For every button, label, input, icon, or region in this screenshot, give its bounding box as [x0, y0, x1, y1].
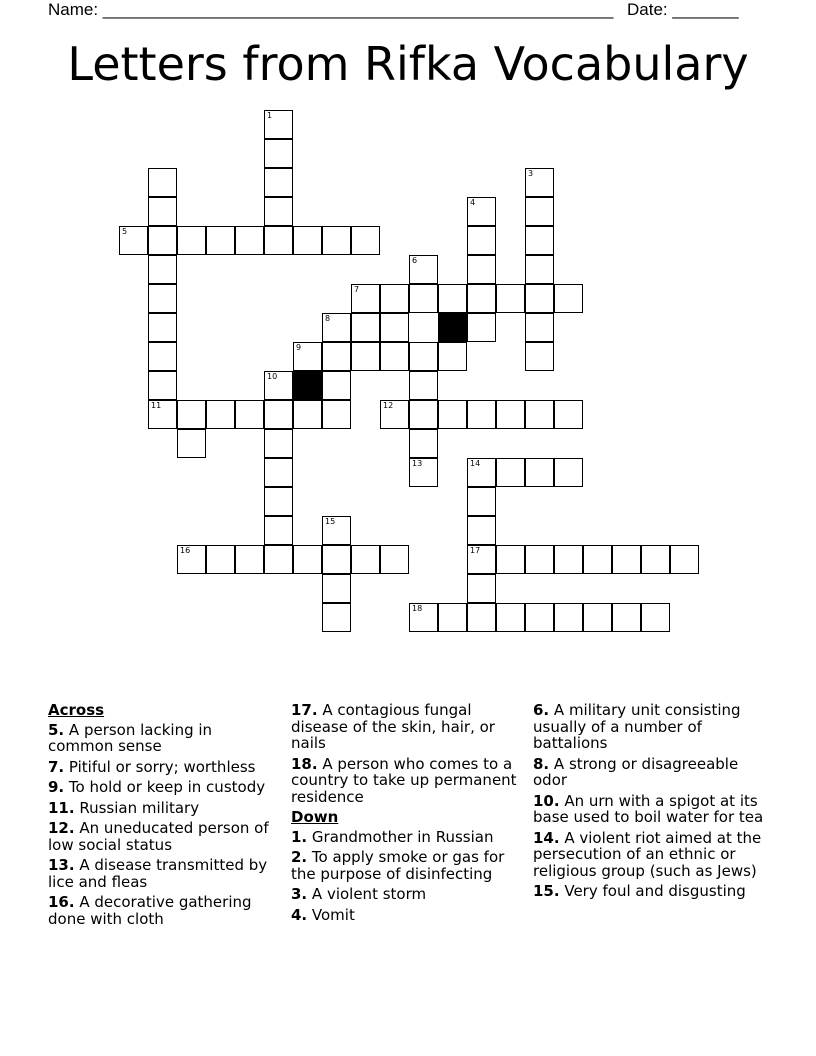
clue-item-text: A violent riot aimed at the persecution of an ethnic or religious group (such as Jews) [533, 828, 762, 880]
crossword-cell[interactable] [351, 313, 380, 342]
clue-item [48, 894, 278, 927]
clue-item [533, 756, 773, 789]
crossword-cell[interactable] [119, 226, 148, 255]
crossword-cell[interactable] [264, 110, 293, 139]
down-heading: Down [291, 808, 339, 826]
crossword-cell[interactable] [264, 168, 293, 197]
crossword-cell[interactable] [351, 545, 380, 574]
crossword-cell[interactable] [322, 574, 351, 603]
across-clue-list [48, 722, 278, 928]
crossword-cell[interactable] [351, 284, 380, 313]
clue-item-text: To apply smoke or gas for the purpose of disinfecting [291, 848, 505, 883]
crossword-cell[interactable] [641, 545, 670, 574]
crossword-cell[interactable] [525, 342, 554, 371]
clue-item-number: 18. [291, 754, 318, 773]
clue-item-text: Very foul and disgusting [559, 882, 746, 900]
clue-item-text: Russian military [74, 798, 200, 817]
crossword-cell[interactable] [264, 400, 293, 429]
crossword-cell[interactable] [148, 284, 177, 313]
clue-number: 11 [151, 401, 162, 410]
clue-item-number: 13. [48, 856, 75, 874]
clue-item [533, 883, 773, 900]
crossword-cell[interactable] [409, 342, 438, 371]
clue-number: 4 [470, 198, 476, 207]
name-field: Name: ______________________________________________________ [48, 0, 614, 19]
clue-item-text: A strong or disagreeable odor [533, 754, 739, 789]
clue-item-text: To hold or keep in custody [64, 778, 266, 796]
clue-item [48, 779, 278, 796]
crossword-cell[interactable] [177, 400, 206, 429]
clue-item [291, 907, 521, 924]
crossword-cell[interactable] [467, 197, 496, 226]
clue-number: 9 [296, 343, 302, 352]
crossword-cell[interactable] [264, 516, 293, 545]
crossword-cell[interactable] [148, 313, 177, 342]
crossword-cell[interactable] [554, 545, 583, 574]
crossword-cell[interactable] [380, 400, 409, 429]
crossword-cell[interactable] [467, 458, 496, 487]
crossword-cell[interactable] [264, 197, 293, 226]
clue-item [533, 793, 773, 826]
crossword-cell[interactable] [322, 603, 351, 632]
clue-item-text: A person lacking in common sense [48, 720, 213, 755]
crossword-cell[interactable] [467, 284, 496, 313]
clue-number: 13 [412, 459, 423, 468]
clue-item-number: 17. [291, 701, 318, 719]
crossword-cell[interactable] [525, 545, 554, 574]
crossword-cell[interactable] [525, 400, 554, 429]
crossword-cell[interactable] [206, 545, 235, 574]
crossword-cell[interactable] [380, 313, 409, 342]
crossword-cell[interactable] [467, 574, 496, 603]
crossword-cell[interactable] [264, 226, 293, 255]
clue-item-text: Pitiful or sorry; worthless [64, 757, 256, 776]
crossword-cell[interactable] [264, 487, 293, 516]
crossword-cell[interactable] [525, 226, 554, 255]
crossword-cell[interactable] [148, 342, 177, 371]
clue-item-number: 7. [48, 757, 65, 776]
clue-item [48, 857, 278, 890]
clue-item-number: 9. [48, 778, 65, 796]
clue-number: 18 [412, 604, 423, 613]
crossword-cell[interactable] [496, 603, 525, 632]
crossword-cell[interactable] [177, 429, 206, 458]
crossword-cell[interactable] [206, 400, 235, 429]
clue-item [48, 722, 278, 755]
clue-number: 10 [267, 372, 278, 381]
clue-number: 17 [470, 546, 481, 555]
crossword-cell[interactable] [409, 458, 438, 487]
clue-item-number: 14. [533, 828, 560, 847]
crossword-cell[interactable] [380, 342, 409, 371]
crossword-cell[interactable] [235, 226, 264, 255]
clue-number: 12 [383, 401, 394, 410]
clue-item-number: 2. [291, 848, 308, 866]
crossword-cell[interactable] [409, 371, 438, 400]
crossword-cell[interactable] [293, 226, 322, 255]
crossword-cell[interactable] [467, 400, 496, 429]
clue-item [291, 829, 521, 846]
crossword-cell[interactable] [148, 168, 177, 197]
clue-column-2 [291, 702, 521, 927]
crossword-cell[interactable] [235, 400, 264, 429]
crossword-cell[interactable] [525, 603, 554, 632]
crossword-cell[interactable] [467, 516, 496, 545]
crossword-cell[interactable] [438, 400, 467, 429]
clue-item-number: 3. [291, 885, 308, 903]
across-heading: Across [48, 701, 105, 719]
crossword-block [293, 371, 322, 400]
clue-number: 16 [180, 546, 191, 555]
clue-item [291, 886, 521, 903]
crossword-cell[interactable] [438, 284, 467, 313]
crossword-cell[interactable] [525, 197, 554, 226]
crossword-cell[interactable] [496, 545, 525, 574]
crossword-cell[interactable] [583, 603, 612, 632]
crossword-cell[interactable] [612, 603, 641, 632]
clue-item [48, 800, 278, 817]
clue-item-number: 15. [533, 882, 560, 900]
crossword-cell[interactable] [293, 342, 322, 371]
crossword-cell[interactable] [148, 226, 177, 255]
crossword-cell[interactable] [148, 371, 177, 400]
clue-number: 3 [528, 169, 534, 178]
clue-number: 14 [470, 459, 481, 468]
clue-item [48, 820, 278, 853]
crossword-cell[interactable] [670, 545, 699, 574]
clue-item-number: 6. [533, 701, 550, 719]
clue-item-number: 10. [533, 791, 560, 810]
crossword-cell[interactable] [496, 400, 525, 429]
clue-item-text: An urn with a spigot at its base used to boil water for tea [533, 791, 764, 826]
clue-item-number: 11. [48, 798, 75, 817]
clue-item-text: A decorative gathering done with cloth [48, 893, 252, 928]
crossword-cell[interactable] [177, 545, 206, 574]
clue-item [291, 702, 521, 752]
crossword-cell[interactable] [322, 545, 351, 574]
clue-number: 8 [325, 314, 331, 323]
crossword-cell[interactable] [322, 371, 351, 400]
crossword-cell[interactable] [264, 429, 293, 458]
clue-item [291, 849, 521, 882]
clue-item-number: 16. [48, 893, 75, 911]
crossword-cell[interactable] [525, 168, 554, 197]
clue-item-text: A contagious fungal disease of the skin, hair, or nails [291, 701, 495, 752]
clue-item [291, 756, 521, 806]
clue-number: 15 [325, 517, 336, 526]
clue-item-number: 12. [48, 819, 75, 837]
crossword-cell[interactable] [293, 400, 322, 429]
crossword-cell[interactable] [612, 545, 641, 574]
crossword-cell[interactable] [496, 458, 525, 487]
crossword-cell[interactable] [380, 284, 409, 313]
crossword-cell[interactable] [554, 284, 583, 313]
crossword-cell[interactable] [206, 226, 235, 255]
crossword-cell[interactable] [380, 545, 409, 574]
crossword-cell[interactable] [264, 371, 293, 400]
clue-item-number: 8. [533, 754, 550, 773]
clue-number: 7 [354, 285, 360, 294]
crossword-cell[interactable] [554, 458, 583, 487]
crossword-cell[interactable] [293, 545, 322, 574]
crossword-cell[interactable] [525, 284, 554, 313]
clue-item-text: An uneducated person of low social status [48, 819, 269, 854]
clue-item-text: A person who comes to a country to take up permanent residence [291, 754, 517, 806]
page-title: Letters from Rifka Vocabulary [67, 37, 749, 91]
crossword-cell[interactable] [467, 255, 496, 284]
crossword-cell[interactable] [235, 545, 264, 574]
crossword-cell[interactable] [438, 342, 467, 371]
crossword-cell[interactable] [322, 516, 351, 545]
clue-column-1 [48, 702, 278, 931]
crossword-cell[interactable] [583, 545, 612, 574]
crossword-cell[interactable] [264, 458, 293, 487]
crossword-cell[interactable] [525, 313, 554, 342]
clue-item-text: A violent storm [307, 885, 427, 903]
crossword-cell[interactable] [264, 545, 293, 574]
down-clue-list [291, 829, 521, 924]
crossword-cell[interactable] [409, 255, 438, 284]
crossword-cell[interactable] [641, 603, 670, 632]
crossword-cell[interactable] [496, 284, 525, 313]
clue-number: 5 [122, 227, 128, 236]
crossword-cell[interactable] [148, 255, 177, 284]
clue-number: 6 [412, 256, 418, 265]
crossword-cell[interactable] [467, 313, 496, 342]
crossword-cell[interactable] [409, 400, 438, 429]
clue-item-text: A disease transmitted by lice and fleas [48, 856, 268, 891]
clue-item [533, 702, 773, 752]
crossword-cell[interactable] [351, 226, 380, 255]
crossword-cell[interactable] [467, 603, 496, 632]
crossword-cell[interactable] [554, 603, 583, 632]
crossword-cell[interactable] [148, 197, 177, 226]
clue-item-number: 4. [291, 905, 308, 924]
crossword-cell[interactable] [438, 603, 467, 632]
clue-item [48, 759, 278, 776]
crossword-cell[interactable] [148, 400, 177, 429]
down-clue-list-continued [533, 702, 773, 900]
crossword-cell[interactable] [322, 342, 351, 371]
crossword-cell[interactable] [525, 255, 554, 284]
crossword-cell[interactable] [322, 400, 351, 429]
clue-item-number: 5. [48, 720, 65, 739]
crossword-cell[interactable] [525, 458, 554, 487]
crossword-cell[interactable] [177, 226, 206, 255]
across-clue-list-continued [291, 702, 521, 805]
crossword-cell[interactable] [322, 226, 351, 255]
crossword-cell[interactable] [467, 545, 496, 574]
crossword-cell[interactable] [409, 429, 438, 458]
clue-number: 1 [267, 111, 273, 120]
crossword-cell[interactable] [467, 226, 496, 255]
crossword-cell[interactable] [264, 139, 293, 168]
crossword-cell[interactable] [351, 342, 380, 371]
date-field: Date: _______ [627, 0, 739, 19]
crossword-cell[interactable] [409, 284, 438, 313]
clue-item [533, 830, 773, 880]
clue-item-text: A military unit consisting usually of a number of battalions [533, 701, 741, 752]
crossword-cell[interactable] [554, 400, 583, 429]
clue-item-number: 1. [291, 827, 308, 846]
crossword-cell[interactable] [467, 487, 496, 516]
clue-item-text: Grandmother in Russian [307, 827, 494, 846]
crossword-cell[interactable] [322, 313, 351, 342]
crossword-cell[interactable] [409, 603, 438, 632]
clue-item-text: Vomit [307, 905, 355, 924]
crossword-block [438, 313, 467, 342]
clue-column-3 [533, 702, 773, 904]
